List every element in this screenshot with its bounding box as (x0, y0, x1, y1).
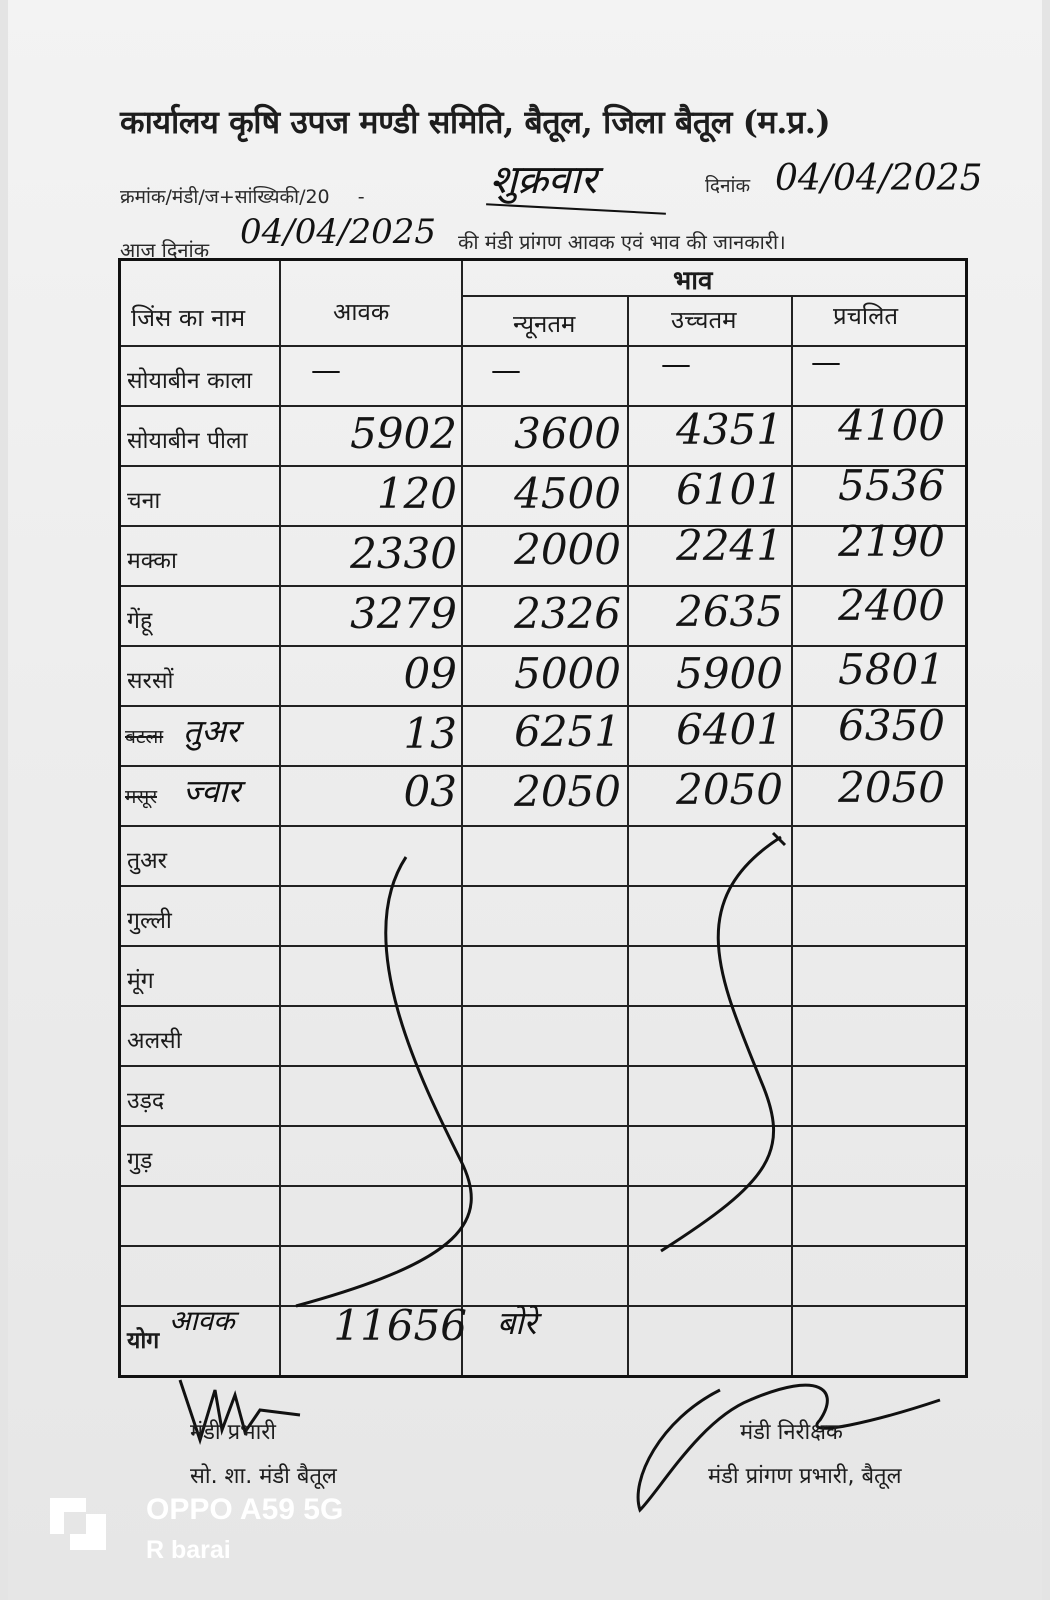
commodity-name-handwritten: ज्वार (183, 772, 241, 810)
arrival-value: 120 (376, 469, 457, 518)
right-signature-title: मंडी निरीक्षक (740, 1420, 843, 1445)
arrival-value: 3279 (350, 589, 457, 638)
max-price-value: 6101 (676, 465, 783, 514)
watermark-user: R barai (146, 1536, 231, 1564)
arrival-value: — (311, 353, 341, 388)
arrival-value: 5902 (350, 409, 457, 458)
today-label: आज दिनांक (120, 238, 210, 262)
max-price-value: 4351 (676, 405, 783, 454)
modal-price-value: — (811, 345, 841, 380)
date-label: दिनांक (705, 175, 751, 197)
market-rate-table (118, 258, 968, 1378)
total-arrival-value: 11656 (333, 1301, 467, 1350)
min-price-value: 2000 (514, 525, 621, 574)
min-price-value: 3600 (514, 409, 621, 458)
arrival-value: 09 (403, 649, 457, 698)
commodity-name: गुड़ (127, 1148, 153, 1174)
commodity-name: गेंहू (127, 608, 153, 634)
camera-watermark-icon (46, 1494, 110, 1554)
weekday-handwritten: शुक्रवार (490, 157, 597, 203)
max-price-value: 2050 (676, 765, 783, 814)
modal-price-value: 2400 (838, 581, 945, 630)
commodity-name-struck: बटला (125, 726, 164, 748)
commodity-name: अलसी (127, 1028, 182, 1054)
modal-price-value: 5801 (838, 645, 945, 694)
today-caption: की मंडी प्रांगण आवक एवं भाव की जानकारी। (458, 230, 786, 254)
commodity-name: सरसों (127, 668, 174, 694)
modal-price-value: 2190 (838, 517, 945, 566)
date-value-handwritten: 04/04/2025 (775, 158, 983, 199)
max-price-value: 2635 (676, 587, 783, 636)
office-title: कार्यालय कृषि उपज मण्डी समिति, बैतूल, जिला बैतूल (म.प्र.) (120, 103, 831, 141)
right-signature-subtitle: मंडी प्रांगण प्रभारी, बैतूल (708, 1464, 902, 1489)
max-price-value: 5900 (676, 649, 783, 698)
commodity-name: चना (127, 488, 161, 514)
total-bags-label: बोरे (497, 1304, 537, 1342)
commodity-name-handwritten: तुअर (183, 712, 239, 750)
commodity-name: उड़द (127, 1088, 165, 1114)
total-label: योग (127, 1328, 160, 1354)
modal-price-value: 6350 (838, 701, 945, 750)
min-price-value: 5000 (514, 649, 621, 698)
total-handwritten-label: आवक (169, 1304, 235, 1337)
commodity-name: सोयाबीन काला (127, 368, 253, 394)
watermark-device: OPPO A59 5G (146, 1493, 344, 1526)
left-signature-subtitle: सो. शा. मंडी बैतूल (190, 1464, 337, 1489)
modal-price-value: 4100 (838, 401, 945, 450)
commodity-name-struck: मसूर (125, 786, 157, 808)
min-price-value: 6251 (514, 707, 621, 756)
min-price-value: — (491, 353, 521, 388)
column-header-max: उच्चतम (671, 306, 737, 334)
min-price-value: 4500 (514, 469, 621, 518)
commodity-name: मक्का (127, 548, 177, 574)
min-price-value: 2050 (514, 767, 621, 816)
column-header-name: जिंस का नाम (131, 304, 246, 332)
max-price-value: 2241 (676, 521, 783, 570)
reference-dash: - (357, 186, 365, 208)
left-signature-mark (160, 1370, 320, 1460)
modal-price-value: 2050 (838, 763, 945, 812)
column-header-price-group: भाव (673, 266, 713, 296)
arrival-value: 2330 (350, 529, 457, 578)
max-price-value: 6401 (676, 705, 783, 754)
arrival-value: 13 (403, 709, 457, 758)
commodity-name: मूंग (127, 968, 154, 994)
commodity-name: गुल्ली (127, 908, 172, 934)
commodity-name: सोयाबीन पीला (127, 428, 248, 454)
modal-price-value: 5536 (838, 461, 945, 510)
reference-number (120, 183, 365, 209)
commodity-name: तुअर (127, 848, 168, 874)
reference-label: क्रमांक/मंडी/ज+सांख्यिकी/20 (120, 186, 330, 208)
column-header-min: न्यूनतम (513, 310, 576, 338)
max-price-value: — (661, 347, 691, 382)
column-header-modal: प्रचलित (833, 302, 899, 330)
left-signature-title: मंडी प्रभारी (190, 1420, 276, 1445)
min-price-value: 2326 (514, 589, 621, 638)
arrival-value: 03 (403, 767, 457, 816)
cancel-strokes (121, 261, 971, 1381)
column-header-arrival: आवक (333, 298, 390, 326)
today-date-handwritten: 04/04/2025 (240, 212, 436, 252)
